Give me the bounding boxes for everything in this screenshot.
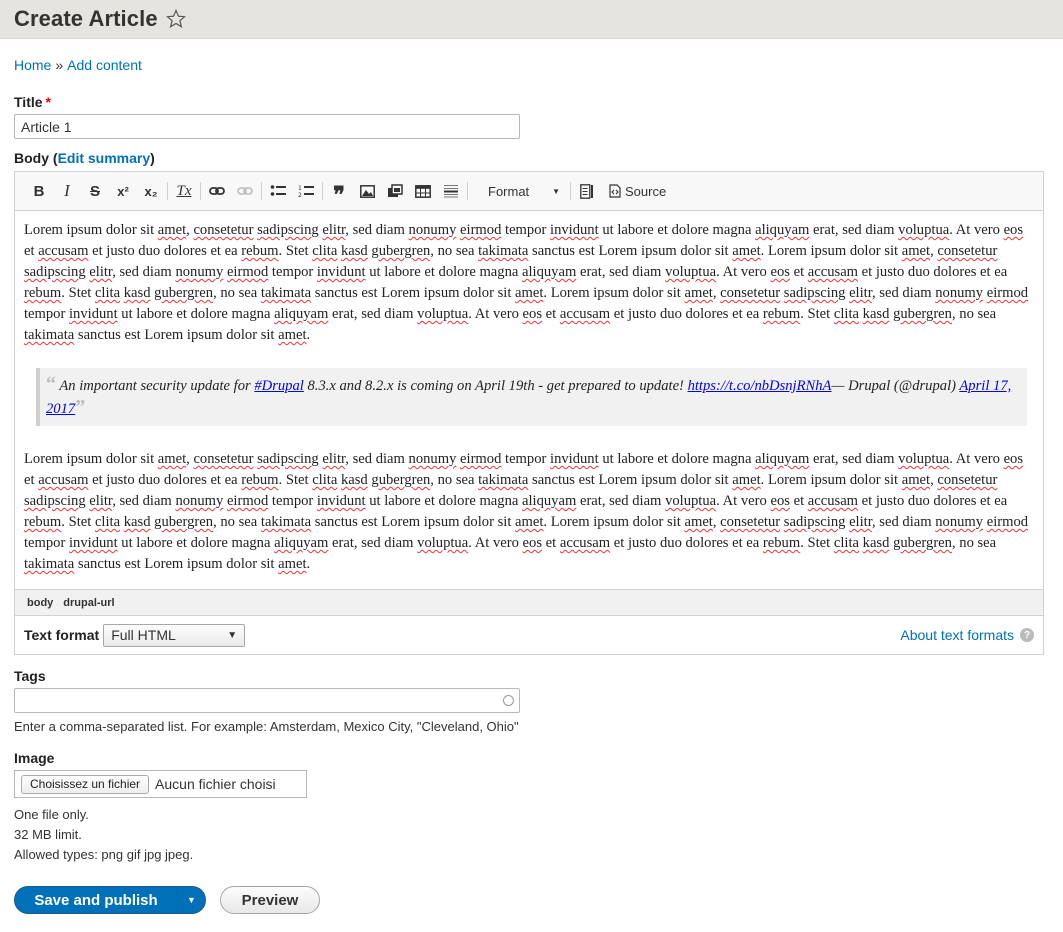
tweet-text-before: An important security update for xyxy=(59,378,255,394)
image-file-input xyxy=(14,770,307,798)
spellcheck-flagged-word: elitr xyxy=(89,493,113,509)
paragraph-text: et xyxy=(789,493,808,509)
chevron-down-icon: ▼ xyxy=(552,186,560,196)
tweet-text-after: 8.3.x and 8.2.x is coming on April 19th - get prepared to update! xyxy=(303,378,688,394)
paragraph-text: , sed diam xyxy=(345,451,409,467)
paragraph-text: erat, sed diam xyxy=(328,535,418,551)
spellcheck-flagged-word: takimata xyxy=(24,327,75,343)
spellcheck-flagged-word: clita xyxy=(833,535,859,551)
preview-button[interactable]: Preview xyxy=(220,886,320,914)
paragraph-text: . At vero xyxy=(468,535,523,551)
superscript-icon: x² xyxy=(117,183,129,199)
spellcheck-flagged-word: aliquyam xyxy=(522,264,577,280)
paragraph-text: et justo duo dolores et ea xyxy=(610,535,763,551)
spellcheck-flagged-word: elitr xyxy=(89,264,113,280)
bold-button[interactable] xyxy=(25,178,53,204)
subscript-icon: x₂ xyxy=(144,183,158,199)
spellcheck-flagged-word: elitr xyxy=(849,514,872,530)
save-and-publish-button[interactable]: Save and publish xyxy=(34,891,158,909)
breadcrumb-add-content-link[interactable]: Add content xyxy=(67,57,142,73)
spellcheck-flagged-word: takimata xyxy=(478,243,529,259)
spellcheck-flagged-word: invidunt xyxy=(316,264,366,280)
embed-icon xyxy=(387,184,403,198)
text-format-label: Text format xyxy=(24,627,100,643)
paragraph-text: et xyxy=(24,243,39,259)
spellcheck-flagged-word: invidunt xyxy=(69,535,118,551)
body-label-text: Body xyxy=(14,150,49,166)
image-help-text xyxy=(14,805,1049,865)
spellcheck-flagged-word: gubergren xyxy=(893,535,952,551)
spellcheck-flagged-word: amet xyxy=(515,514,544,530)
paragraph-text: et justo duo dolores et ea xyxy=(610,306,763,322)
paragraph-text: . At vero xyxy=(949,222,1004,238)
spellcheck-flagged-word: accusam xyxy=(807,493,859,509)
edit-summary-link[interactable]: Edit summary xyxy=(57,150,151,166)
subscript-button[interactable] xyxy=(137,178,165,204)
remove-format-icon: Tx xyxy=(176,182,192,199)
title-label-text: Title xyxy=(14,94,43,110)
paragraph-text: , xyxy=(186,451,194,467)
spellcheck-flagged-word: sadipscing xyxy=(783,285,846,301)
spellcheck-flagged-word: eirmod xyxy=(460,222,502,238)
spellcheck-flagged-word: rebum xyxy=(241,243,279,259)
spellcheck-flagged-word: takimata xyxy=(260,514,312,530)
spellcheck-flagged-word: voluptua xyxy=(665,264,717,280)
toolbar-separator xyxy=(467,182,468,200)
toolbar-separator xyxy=(570,182,571,200)
source-icon xyxy=(609,184,621,198)
embedded-tweet-blockquote xyxy=(36,368,1027,426)
about-text-formats-link[interactable] xyxy=(900,627,1034,643)
spellcheck-flagged-word: gubergren xyxy=(893,306,952,322)
paragraph-text: sanctus est Lorem ipsum dolor sit xyxy=(311,514,516,530)
paragraph-text: tempor xyxy=(501,451,551,467)
paragraph-text: tempor xyxy=(24,535,69,551)
paragraph-text: . xyxy=(306,556,311,572)
italic-button[interactable] xyxy=(53,178,81,204)
spellcheck-flagged-word: consetetur xyxy=(720,285,781,301)
paragraph-text: , no sea xyxy=(430,243,479,259)
spellcheck-flagged-word: accusam xyxy=(38,472,89,488)
spellcheck-flagged-word: eirmod xyxy=(226,264,269,280)
paragraph-text: , no sea xyxy=(430,472,479,488)
image-button[interactable] xyxy=(353,178,381,204)
format-dropdown[interactable] xyxy=(476,180,568,202)
paragraph-text: , xyxy=(930,243,938,259)
spellcheck-flagged-word: rebum xyxy=(762,306,801,322)
spellcheck-flagged-word: nonumy xyxy=(175,493,224,509)
paragraph-text: , sed diam xyxy=(112,264,176,280)
table-icon xyxy=(415,185,431,198)
spellcheck-flagged-word: kasd xyxy=(862,306,890,322)
spellcheck-flagged-word: amet xyxy=(732,472,761,488)
spellcheck-flagged-word: amet xyxy=(278,556,307,572)
paren-open: ( xyxy=(52,150,58,166)
image-icon xyxy=(360,185,375,198)
breadcrumb xyxy=(14,57,1049,73)
form-actions xyxy=(14,886,1049,914)
spellcheck-flagged-word: rebum xyxy=(24,514,62,530)
spellcheck-flagged-word: gubergren xyxy=(154,285,214,301)
body-label xyxy=(14,150,1049,166)
paragraph-text: . Stet xyxy=(61,285,95,301)
paragraph-text: , no sea xyxy=(213,514,261,530)
spellcheck-flagged-word: clita xyxy=(312,472,338,488)
paragraph-text: et xyxy=(789,264,808,280)
spellcheck-flagged-word: amet xyxy=(278,327,307,343)
spellcheck-flagged-word: eirmod xyxy=(986,514,1029,530)
spellcheck-flagged-word: sadipscing xyxy=(24,493,86,509)
toolbar-separator xyxy=(167,182,168,200)
spellcheck-flagged-word: gubergren xyxy=(371,243,431,259)
paragraph-text: tempor xyxy=(268,493,317,509)
spellcheck-flagged-word: kasd xyxy=(340,243,368,259)
title-input[interactable] xyxy=(14,114,520,139)
spellcheck-flagged-word: rebum xyxy=(762,535,801,551)
horizontal-line-button[interactable] xyxy=(437,178,465,204)
spellcheck-flagged-word: kasd xyxy=(123,514,151,530)
spellcheck-flagged-word: clita xyxy=(312,243,338,259)
tags-label: Tags xyxy=(14,668,46,684)
spellcheck-flagged-word: eirmod xyxy=(986,285,1029,301)
spellcheck-flagged-word: amet xyxy=(157,451,187,467)
spellcheck-flagged-word: sadipscing xyxy=(24,264,86,280)
spellcheck-flagged-word: accusam xyxy=(38,243,89,259)
superscript-button[interactable] xyxy=(109,178,137,204)
spellcheck-flagged-word: invidunt xyxy=(550,222,599,238)
spellcheck-flagged-word: elitr xyxy=(849,285,872,301)
paren-close: ) xyxy=(150,150,155,166)
image-help-line: One file only. xyxy=(14,807,89,822)
text-format-group xyxy=(24,624,245,647)
numbered-list-icon xyxy=(298,184,314,198)
paragraph-text: , sed diam xyxy=(112,493,176,509)
paragraph-text: , no sea xyxy=(951,306,997,322)
spellcheck-flagged-word: invidunt xyxy=(316,493,366,509)
link-icon xyxy=(209,185,225,197)
title-label xyxy=(14,94,1049,110)
bold-icon: B xyxy=(33,182,45,200)
show-blocks-icon xyxy=(580,184,594,199)
page-title: Create Article xyxy=(14,6,158,31)
spellcheck-flagged-word: gubergren xyxy=(154,514,214,530)
no-file-chosen-text: Aucun fichier choisi xyxy=(155,776,276,792)
spellcheck-flagged-word: gubergren xyxy=(371,472,431,488)
tags-input[interactable] xyxy=(14,688,520,713)
image-help-line: 32 MB limit. xyxy=(14,827,82,842)
embed-button[interactable] xyxy=(381,178,409,204)
paragraph-text: . Stet xyxy=(800,306,834,322)
spellcheck-flagged-word: aliquyam xyxy=(522,493,577,509)
paragraph-text: erat, sed diam xyxy=(576,493,666,509)
paragraph-text: et justo duo dolores et ea xyxy=(88,243,242,259)
bulleted-list-icon xyxy=(270,184,286,198)
paragraph-text: et justo duo dolores et ea xyxy=(858,493,1008,509)
spellcheck-flagged-word: clita xyxy=(94,285,121,301)
spellcheck-flagged-word: sadipscing xyxy=(257,451,319,467)
paragraph-text: ut labore et dolore magna xyxy=(365,493,522,509)
path-item-drupal-url[interactable]: drupal-url xyxy=(63,596,115,609)
spellcheck-flagged-word: voluptua xyxy=(665,493,717,509)
spellcheck-flagged-word: sadipscing xyxy=(783,514,846,530)
spellcheck-flagged-word: elitr xyxy=(322,451,346,467)
paragraph-text: et justo duo dolores et ea xyxy=(88,472,242,488)
paragraph-text: sanctus est Lorem ipsum dolor sit xyxy=(528,243,733,259)
paragraph-text: , no sea xyxy=(213,285,261,301)
svg-text:1: 1 xyxy=(298,185,302,192)
horizontal-line-icon xyxy=(444,184,458,198)
toolbar-separator xyxy=(200,182,201,200)
main-content xyxy=(0,57,1063,914)
format-dropdown-label: Format xyxy=(488,183,530,199)
paragraph-text: sanctus est Lorem ipsum dolor sit xyxy=(528,472,733,488)
paragraph-text: ut labore et dolore magna xyxy=(598,222,756,238)
body-editor xyxy=(14,171,1044,616)
spellcheck-flagged-word: kasd xyxy=(862,535,890,551)
spellcheck-flagged-word: amet xyxy=(732,243,761,259)
paragraph-text: , xyxy=(186,222,194,238)
spellcheck-flagged-word: amet xyxy=(901,243,931,259)
spellcheck-flagged-word: nonumy xyxy=(935,514,984,530)
svg-text:2: 2 xyxy=(298,192,302,198)
paragraph-text: . xyxy=(306,327,311,343)
paragraph-text: ut labore et dolore magna xyxy=(117,306,275,322)
body-paragraph-2 xyxy=(24,449,1031,575)
numbered-list-button[interactable] xyxy=(292,178,320,204)
text-format-select[interactable] xyxy=(103,624,245,647)
paragraph-text: et justo duo dolores et ea xyxy=(858,264,1008,280)
paragraph-text: . Stet xyxy=(278,243,313,259)
spellcheck-flagged-word: consetetur xyxy=(937,472,998,488)
spellcheck-flagged-word: amet xyxy=(684,285,713,301)
paragraph-text: . Lorem ipsum dolor sit xyxy=(543,285,685,301)
spellcheck-flagged-word: clita xyxy=(833,306,859,322)
spellcheck-flagged-word: eos xyxy=(522,535,543,551)
spellcheck-flagged-word: clita xyxy=(94,514,121,530)
paragraph-text: sanctus est Lorem ipsum dolor sit xyxy=(74,556,279,572)
toolbar-separator xyxy=(261,182,262,200)
paragraph-text: . At vero xyxy=(949,451,1004,467)
tweet-hashtag-link[interactable]: #Drupal xyxy=(254,378,304,394)
spellcheck-flagged-word: amet xyxy=(515,285,544,301)
unlink-icon xyxy=(237,185,253,197)
spellcheck-flagged-word: invidunt xyxy=(550,451,599,467)
image-label: Image xyxy=(14,750,55,766)
caret-down-icon: ▼ xyxy=(187,895,196,905)
unlink-button[interactable] xyxy=(231,178,259,204)
paragraph-text: ut labore et dolore magna xyxy=(598,451,756,467)
editor-toolbar xyxy=(15,172,1043,211)
paragraph-text: . At vero xyxy=(716,264,771,280)
tweet-author: — Drupal (@drupal) xyxy=(831,378,960,394)
save-and-publish-dropbutton xyxy=(14,886,206,914)
paragraph-text: . At vero xyxy=(468,306,523,322)
spellcheck-flagged-word: eirmod xyxy=(460,451,502,467)
element-path-bar xyxy=(15,589,1043,615)
paragraph-text: sanctus est Lorem ipsum dolor sit xyxy=(74,327,279,343)
paragraph-text: Lorem ipsum dolor sit xyxy=(24,222,158,238)
help-icon: ? xyxy=(1020,628,1034,642)
table-button[interactable] xyxy=(409,178,437,204)
tags-description: Enter a comma-separated list. For example: Amsterdam, Mexico City, "Cleveland, Ohio" xyxy=(14,719,519,734)
source-label: Source xyxy=(625,183,667,199)
spellcheck-flagged-word: takimata xyxy=(260,285,312,301)
link-button[interactable] xyxy=(203,178,231,204)
spellcheck-flagged-word: eos xyxy=(770,493,790,509)
spellcheck-flagged-word: takimata xyxy=(24,556,75,572)
spellcheck-flagged-word: consetetur xyxy=(937,243,998,259)
close-quote-icon: ” xyxy=(75,396,86,418)
breadcrumb-separator: » xyxy=(55,57,64,73)
blockquote-icon: ❞ xyxy=(333,182,345,207)
spellcheck-flagged-word: takimata xyxy=(478,472,529,488)
spellcheck-flagged-word: nonumy xyxy=(408,222,457,238)
spellcheck-flagged-word: accusam xyxy=(559,535,611,551)
spellcheck-flagged-word: accusam xyxy=(807,264,859,280)
paragraph-text: et xyxy=(542,306,560,322)
paragraph-text: . Stet xyxy=(278,472,313,488)
strikethrough-button[interactable] xyxy=(81,178,109,204)
spellcheck-flagged-word: aliquyam xyxy=(274,306,329,322)
paragraph-text: erat, sed diam xyxy=(809,222,899,238)
spellcheck-flagged-word: nonumy xyxy=(175,264,224,280)
spellcheck-flagged-word: invidunt xyxy=(69,306,118,322)
spellcheck-flagged-word: eirmod xyxy=(226,493,269,509)
italic-icon: I xyxy=(64,181,70,200)
text-format-selected: Full HTML xyxy=(111,627,176,643)
bulleted-list-button[interactable] xyxy=(264,178,292,204)
paragraph-text: et xyxy=(24,472,39,488)
spellcheck-flagged-word: eos xyxy=(1003,222,1024,238)
spellcheck-flagged-word: rebum xyxy=(241,472,279,488)
required-marker: * xyxy=(45,94,51,110)
spellcheck-flagged-word: kasd xyxy=(123,285,151,301)
editor-content-area[interactable] xyxy=(15,211,1043,589)
paragraph-text: tempor xyxy=(268,264,317,280)
paragraph-text: . Lorem ipsum dolor sit xyxy=(760,472,902,488)
paragraph-text: . Lorem ipsum dolor sit xyxy=(543,514,685,530)
paragraph-text: sanctus est Lorem ipsum dolor sit xyxy=(311,285,516,301)
spellcheck-flagged-word: eos xyxy=(522,306,543,322)
spellcheck-flagged-word: rebum xyxy=(24,285,62,301)
paragraph-text: , xyxy=(712,514,721,530)
spellcheck-flagged-word: elitr xyxy=(322,222,346,238)
spellcheck-flagged-word: voluptua xyxy=(898,222,950,238)
paragraph-text: ut labore et dolore magna xyxy=(117,535,275,551)
image-help-line: Allowed types: png gif jpg jpeg. xyxy=(14,847,194,862)
paragraph-text: , xyxy=(930,472,938,488)
paragraph-text: , sed diam xyxy=(345,222,409,238)
spellcheck-flagged-word: amet xyxy=(684,514,713,530)
page-header xyxy=(0,0,1063,39)
tweet-date-link[interactable]: April 17, 2017 xyxy=(46,378,1012,417)
spellcheck-flagged-word: nonumy xyxy=(935,285,984,301)
text-format-row xyxy=(14,616,1044,655)
spellcheck-flagged-word: eos xyxy=(770,264,790,280)
star-icon[interactable] xyxy=(166,9,186,29)
paragraph-text: , sed diam xyxy=(872,514,936,530)
paragraph-text: erat, sed diam xyxy=(576,264,666,280)
chevron-down-icon: ▼ xyxy=(227,629,238,641)
paragraph-text: , xyxy=(712,285,721,301)
spellcheck-flagged-word: accusam xyxy=(559,306,611,322)
spellcheck-flagged-word: kasd xyxy=(340,472,368,488)
blockquote-button[interactable] xyxy=(325,178,353,207)
spellcheck-flagged-word: amet xyxy=(157,222,187,238)
paragraph-text: , sed diam xyxy=(872,285,936,301)
path-item-body[interactable]: body xyxy=(27,596,54,609)
spellcheck-flagged-word: eos xyxy=(1003,451,1024,467)
source-button[interactable] xyxy=(609,184,666,199)
spellcheck-flagged-word: nonumy xyxy=(408,451,457,467)
toolbar-separator xyxy=(322,182,323,200)
spellcheck-flagged-word: voluptua xyxy=(417,306,469,322)
paragraph-text: Lorem ipsum dolor sit xyxy=(24,451,158,467)
spellcheck-flagged-word: aliquyam xyxy=(755,222,810,238)
paragraph-text: tempor xyxy=(501,222,551,238)
spellcheck-flagged-word: consetetur xyxy=(193,222,254,238)
spellcheck-flagged-word: aliquyam xyxy=(274,535,329,551)
show-blocks-button[interactable] xyxy=(573,178,601,204)
spellcheck-flagged-word: aliquyam xyxy=(755,451,810,467)
choose-file-button[interactable]: Choisissez un fichier xyxy=(21,775,149,794)
save-options-toggle[interactable] xyxy=(177,887,205,913)
paragraph-text: et xyxy=(542,535,560,551)
paragraph-text: erat, sed diam xyxy=(328,306,418,322)
paragraph-text: . Stet xyxy=(800,535,834,551)
spellcheck-flagged-word: consetetur xyxy=(720,514,781,530)
remove-format-button[interactable] xyxy=(170,178,198,204)
open-quote-icon: “ xyxy=(46,373,56,395)
spellcheck-flagged-word: sadipscing xyxy=(257,222,319,238)
paragraph-text: , no sea xyxy=(951,535,997,551)
paragraph-text: erat, sed diam xyxy=(809,451,899,467)
paragraph-text: . Lorem ipsum dolor sit xyxy=(760,243,902,259)
paragraph-text: . Stet xyxy=(61,514,95,530)
spellcheck-flagged-word: consetetur xyxy=(193,451,254,467)
paragraph-text: . At vero xyxy=(716,493,771,509)
body-paragraph-1 xyxy=(24,220,1031,346)
spellcheck-flagged-word: voluptua xyxy=(417,535,469,551)
breadcrumb-home-link[interactable]: Home xyxy=(14,57,52,73)
about-text-formats-label: About text formats xyxy=(900,627,1014,643)
spellcheck-flagged-word: amet xyxy=(901,472,931,488)
tweet-url-link[interactable]: https://t.co/nbDsnjRNhA xyxy=(687,378,832,394)
autocomplete-throbber-icon xyxy=(503,695,514,706)
strikethrough-icon: S xyxy=(89,182,100,200)
paragraph-text: ut labore et dolore magna xyxy=(365,264,522,280)
paragraph-text: tempor xyxy=(24,306,69,322)
spellcheck-flagged-word: voluptua xyxy=(898,451,950,467)
